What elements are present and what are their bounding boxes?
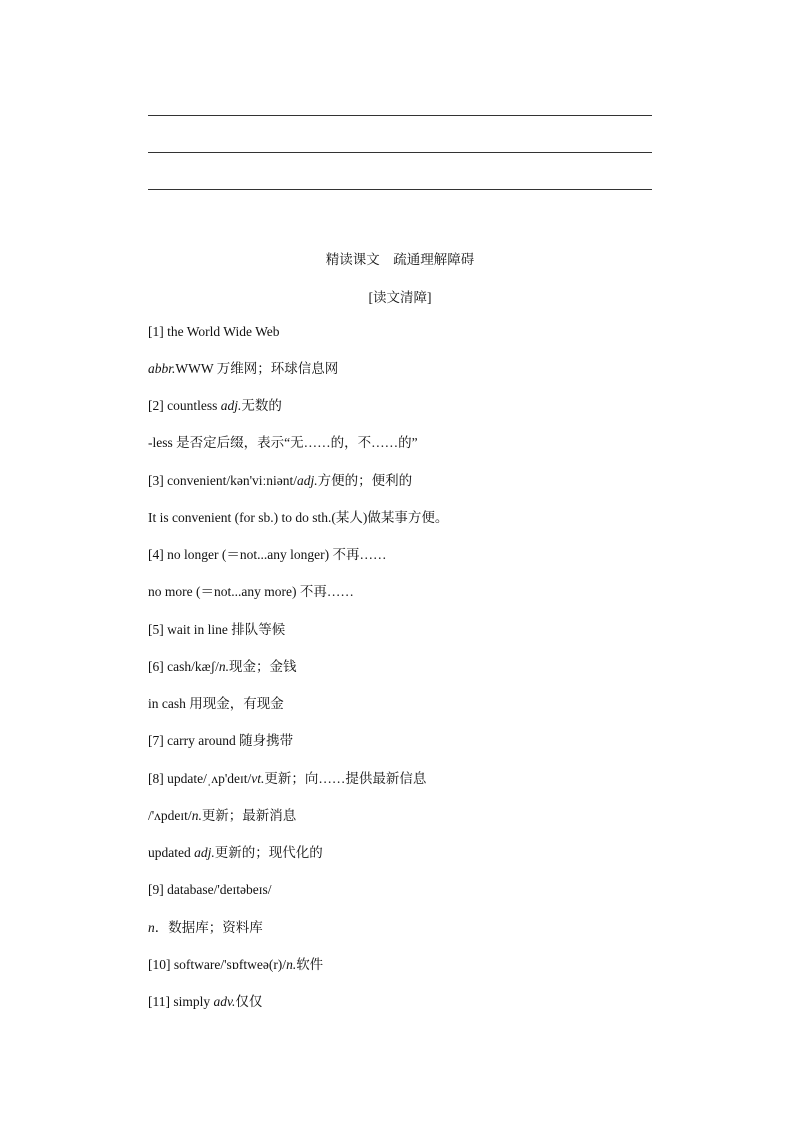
section-subtitle: [读文清障] [368, 290, 432, 305]
answer-line-2 [148, 152, 652, 153]
vocab-line: [7] carry around 随身携带 [148, 733, 294, 748]
vocab-line: /'ʌpdeɪt/n.更新；最新消息 [148, 808, 297, 823]
vocab-line: [1] the World Wide Web [148, 324, 280, 339]
vocab-line: [5] wait in line 排队等候 [148, 622, 286, 637]
vocab-line: It is convenient (for sb.) to do sth.(某人)做某事方便。 [148, 510, 449, 525]
vocab-line: [11] simply adv.仅仅 [148, 994, 263, 1009]
vocab-line: updated adj.更新的；现代化的 [148, 845, 323, 860]
vocab-line: [2] countless adj.无数的 [148, 398, 282, 413]
vocab-line: no more (＝not...any more) 不再…… [148, 584, 354, 599]
answer-line-3 [148, 189, 652, 190]
vocab-line: [10] software/'sɒftweə(r)/n.软件 [148, 957, 324, 972]
answer-line-1 [148, 115, 652, 116]
vocab-line: n．数据库；资料库 [148, 920, 263, 935]
vocab-line: [9] database/'deɪtəbeɪs/ [148, 882, 272, 897]
vocab-line: [6] cash/kæʃ/n.现金；金钱 [148, 659, 297, 674]
vocab-line: [4] no longer (＝not...any longer) 不再…… [148, 547, 387, 562]
section-title: 精读课文 疏通理解障碍 [325, 252, 475, 267]
vocab-line: in cash 用现金，有现金 [148, 696, 284, 711]
vocab-line: abbr.WWW 万维网；环球信息网 [148, 361, 339, 376]
vocab-line: [8] update/ˌʌp'deɪt/vt.更新；向……提供最新信息 [148, 771, 427, 786]
vocab-line: [3] convenient/kən'viːniənt/adj.方便的；便利的 [148, 473, 413, 488]
vocab-line: -less 是否定后缀，表示“无……的，不……的” [148, 435, 418, 450]
